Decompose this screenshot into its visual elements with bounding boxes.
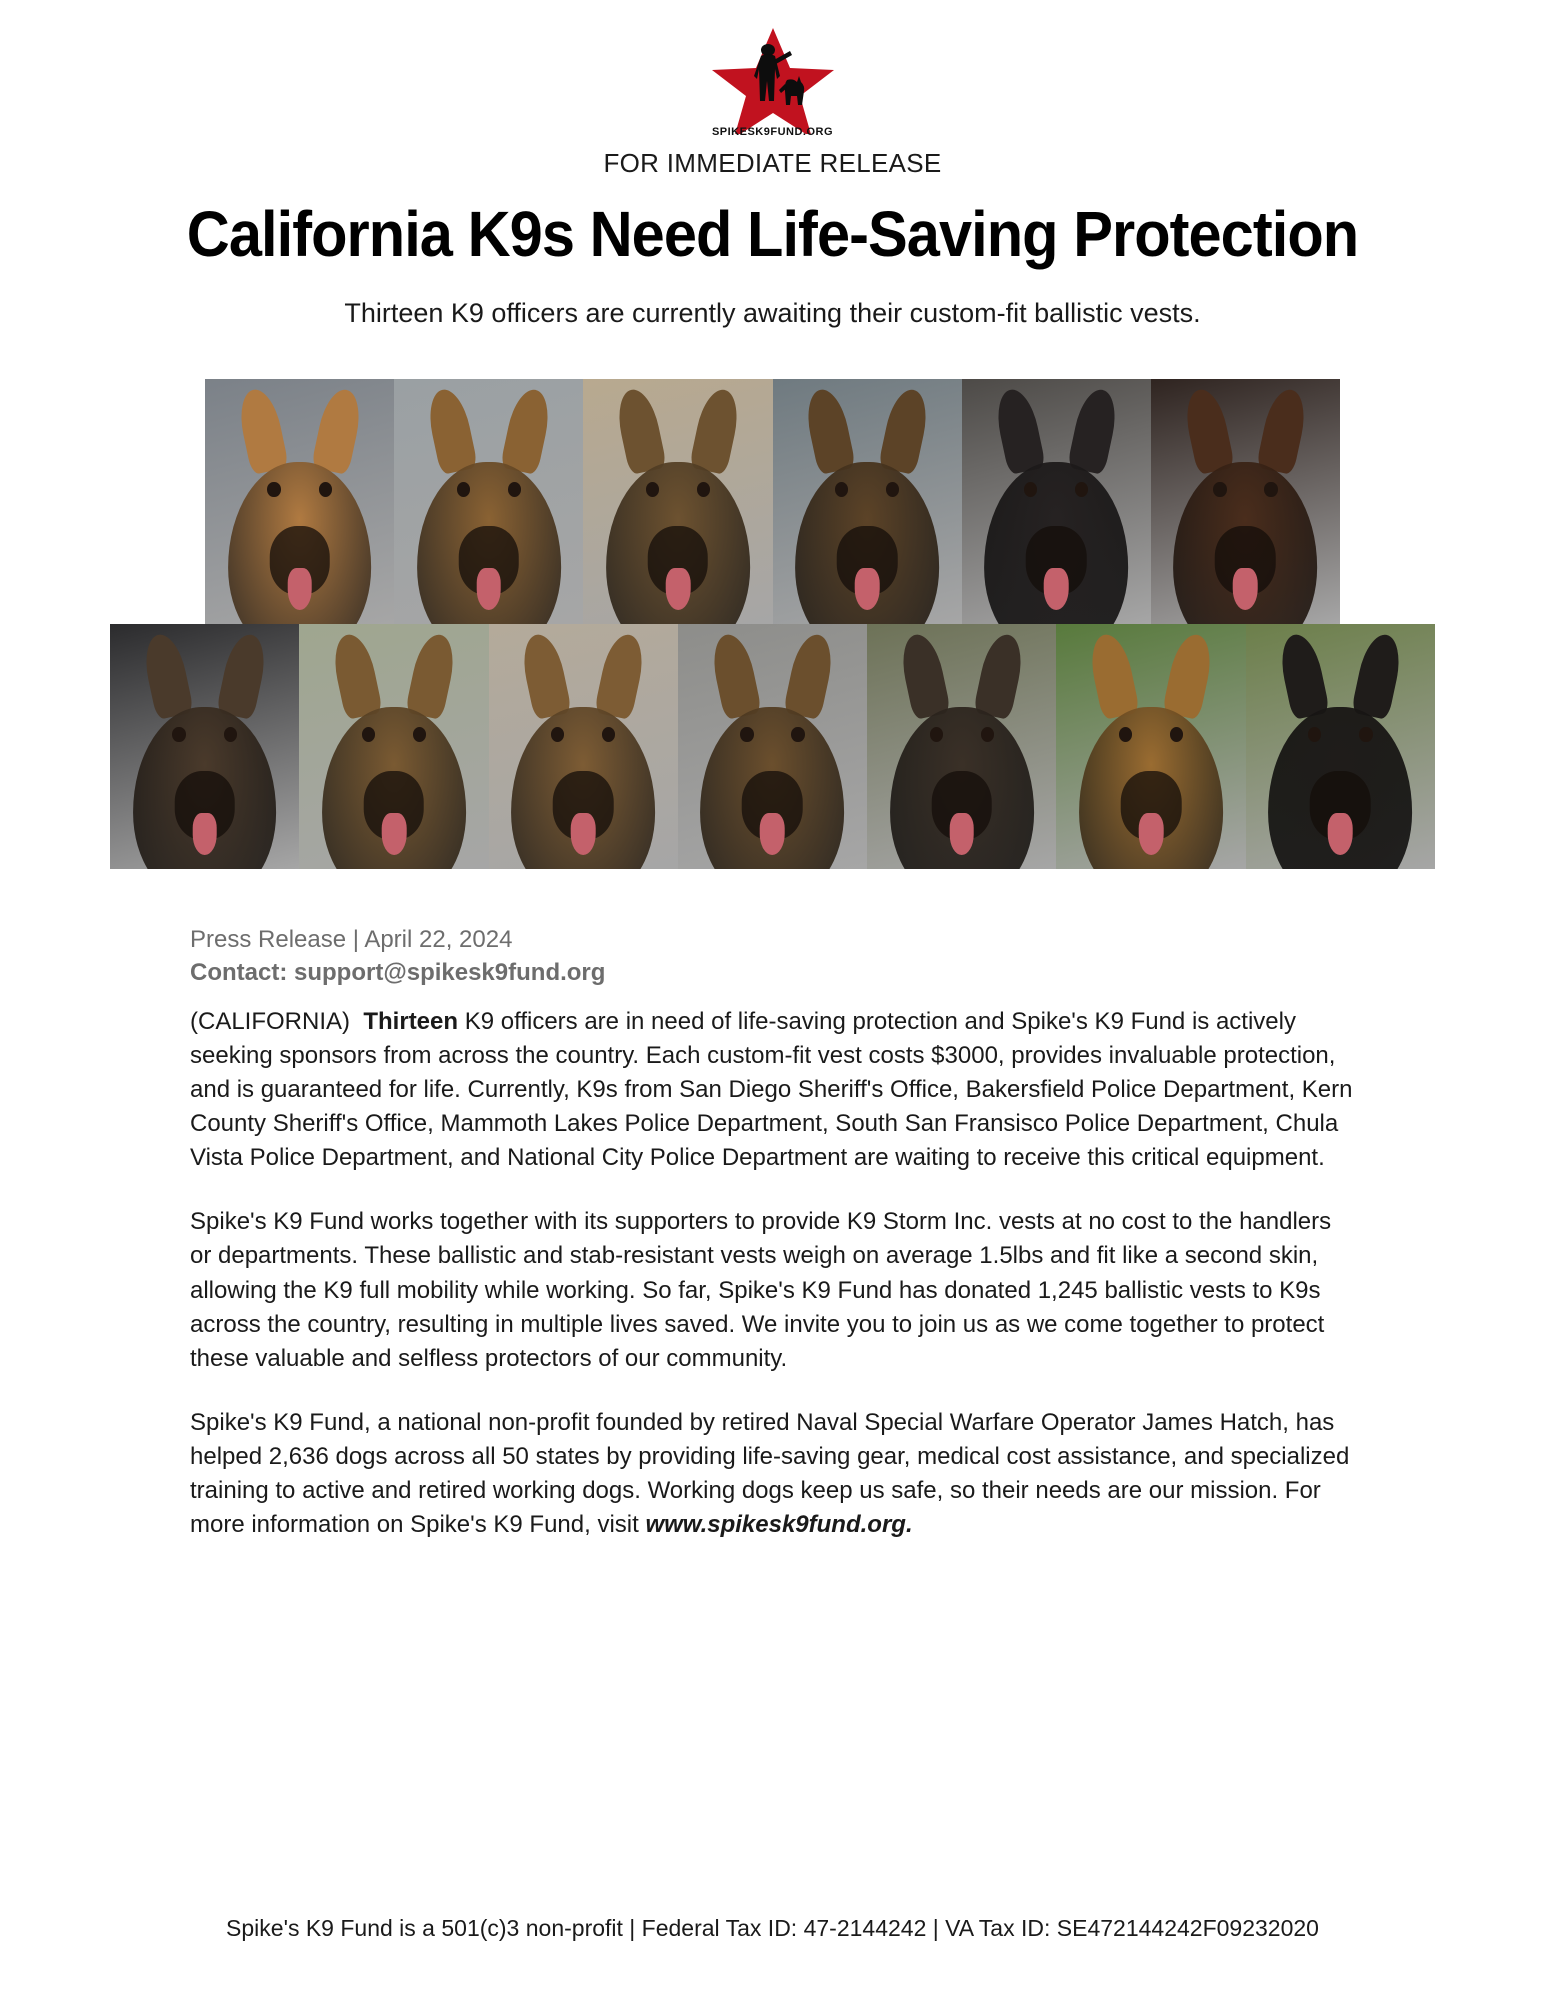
dog-photo xyxy=(962,379,1151,624)
dog-photo xyxy=(1151,379,1340,624)
website-link[interactable]: www.spikesk9fund.org. xyxy=(645,1510,913,1538)
paragraph-1 xyxy=(190,1005,1355,1175)
dog-photo xyxy=(678,624,867,869)
collage-row-1 xyxy=(110,379,1435,624)
paragraph-2: Spike's K9 Fund works together with its supporters to provide K9 Storm Inc. vests at no cost to the handlers or departments. These ballistic and stab-resistant vests weigh on average 1.5lbs and fit like a second skin, allowing the K9 full mobility while working. So far, Spike's K9 Fund has donated 1,245 ballistic vests to K9s across the country, resulting in multiple lives saved. We invite you to join us as we come together to protect these valuable and selfless protectors of our community. xyxy=(190,1208,1332,1372)
dog-photo xyxy=(1056,624,1245,869)
collage-row-2 xyxy=(110,624,1435,869)
dog-photo xyxy=(867,624,1056,869)
german-shepherd-standing-on-pavement xyxy=(678,624,867,869)
dog-photo xyxy=(583,379,772,624)
malinois-lying-on-turf xyxy=(1056,624,1245,869)
footer-legal-text: Spike's K9 Fund is a 501(c)3 non-profit | Federal Tax ID: 47-2144242 | VA Tax ID: SE472144242F09232020 xyxy=(226,1915,1319,1941)
paragraph-1-text: K9 officers are in need of life-saving protection and Spike's K9 Fund is actively seeking sponsors from across the country. Each custom-fit vest costs $3000, provides invaluable protection, and is guaranteed for life. Currently, K9s from San Diego Sheriff's Office, Bakersfield Police Department, Kern County Sheriff's Office, Mammoth Lakes Police Department, South San Fransisco Police Department, Chula Vista Police Department, and National City Police Department are waiting to receive this critical equipment. xyxy=(190,1007,1353,1172)
dark-sable-shepherd-close-up xyxy=(1151,379,1340,624)
malinois-sitting-on-dirt-field xyxy=(583,379,772,624)
dog-photo xyxy=(110,624,299,869)
dog-photo xyxy=(489,624,678,869)
dog-photo xyxy=(394,379,583,624)
dark-malinois-in-grass xyxy=(867,624,1056,869)
logo-container xyxy=(0,0,1545,144)
belgian-malinois-with-red-ribbon-collar xyxy=(205,379,394,624)
photo-collage xyxy=(0,379,1545,869)
dog-photo xyxy=(1246,624,1435,869)
paragraph-3-text: Spike's K9 Fund, a national non-profit founded by retired Naval Special Warfare Operator James Hatch, has helped 2,636 dogs across all 50 states by providing life-saving gear, medical cost assistance, and specialized training to active and retired working dogs. Working dogs keep us safe, so their needs are our mission. For more information on Spike's K9 Fund, visit xyxy=(190,1408,1350,1538)
black-shepherd-on-lawn xyxy=(1246,624,1435,869)
malinois-panting-beside-patrol-car xyxy=(773,379,962,624)
press-release-body xyxy=(0,924,1545,1542)
german-shepherd-in-patrol-vest xyxy=(394,379,583,624)
k9-panting-inside-patrol-vehicle xyxy=(110,624,299,869)
black-malinois-portrait xyxy=(962,379,1151,624)
logo-url-text: SPIKESK9FUND.ORG xyxy=(711,126,834,138)
page-title: California K9s Need Life-Saving Protection xyxy=(186,198,1359,270)
dateline: (CALIFORNIA) xyxy=(190,1007,351,1035)
spikes-k9-fund-logo xyxy=(688,24,858,144)
dog-photo xyxy=(205,379,394,624)
press-release-date: Press Release | April 22, 2024 xyxy=(190,926,513,954)
shepherd-with-collar-looking-up xyxy=(489,624,678,869)
dog-photo xyxy=(773,379,962,624)
paragraph-3 xyxy=(190,1406,1355,1542)
release-label: FOR IMMEDIATE RELEASE xyxy=(603,148,942,178)
contact-line: Contact: support@spikesk9fund.org xyxy=(190,958,606,986)
malinois-in-orchard xyxy=(299,624,488,869)
dog-photo xyxy=(299,624,488,869)
count-emphasis: Thirteen xyxy=(363,1007,459,1035)
subheadline: Thirteen K9 officers are currently awaiting their custom-fit ballistic vests. xyxy=(344,298,1201,329)
